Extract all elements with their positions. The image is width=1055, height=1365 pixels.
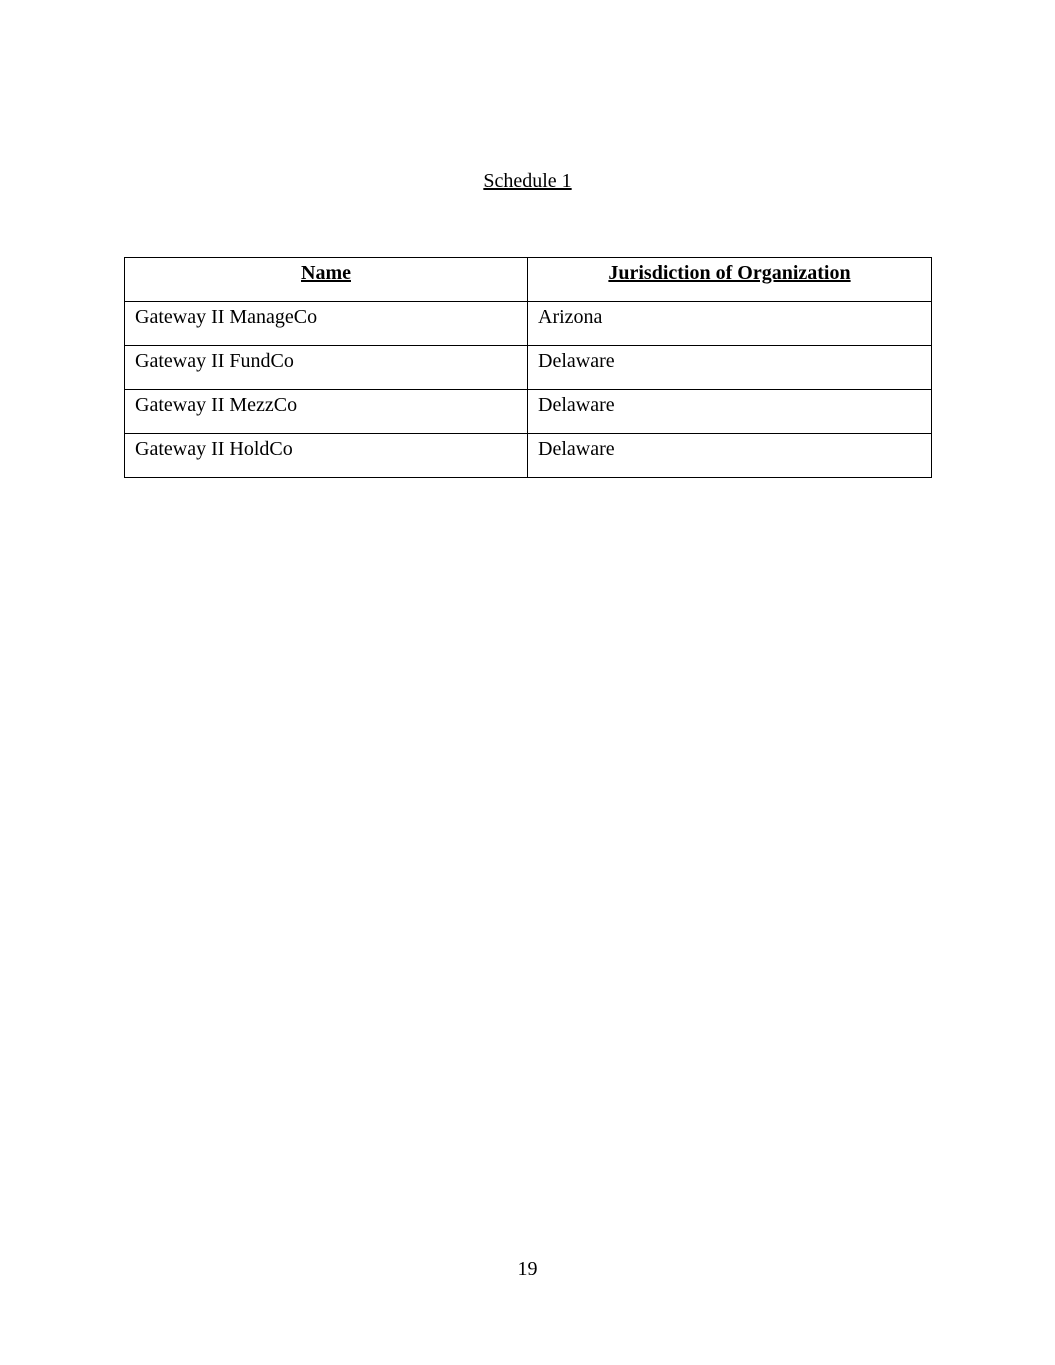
header-name: Name bbox=[125, 258, 528, 302]
cell-jurisdiction: Delaware bbox=[528, 434, 932, 478]
cell-jurisdiction: Delaware bbox=[528, 346, 932, 390]
cell-jurisdiction: Arizona bbox=[528, 302, 932, 346]
cell-jurisdiction: Delaware bbox=[528, 390, 932, 434]
page-number: 19 bbox=[517, 1258, 538, 1280]
table-row bbox=[125, 390, 932, 434]
table-row bbox=[125, 346, 932, 390]
table-row bbox=[125, 434, 932, 478]
table-row bbox=[125, 302, 932, 346]
cell-name: Gateway II MezzCo bbox=[125, 390, 528, 434]
cell-name: Gateway II HoldCo bbox=[125, 434, 528, 478]
schedule-table bbox=[124, 257, 932, 478]
table-header-row bbox=[125, 258, 932, 302]
header-jurisdiction: Jurisdiction of Organization bbox=[528, 258, 932, 302]
schedule-title: Schedule 1 bbox=[483, 170, 572, 192]
cell-name: Gateway II FundCo bbox=[125, 346, 528, 390]
cell-name: Gateway II ManageCo bbox=[125, 302, 528, 346]
